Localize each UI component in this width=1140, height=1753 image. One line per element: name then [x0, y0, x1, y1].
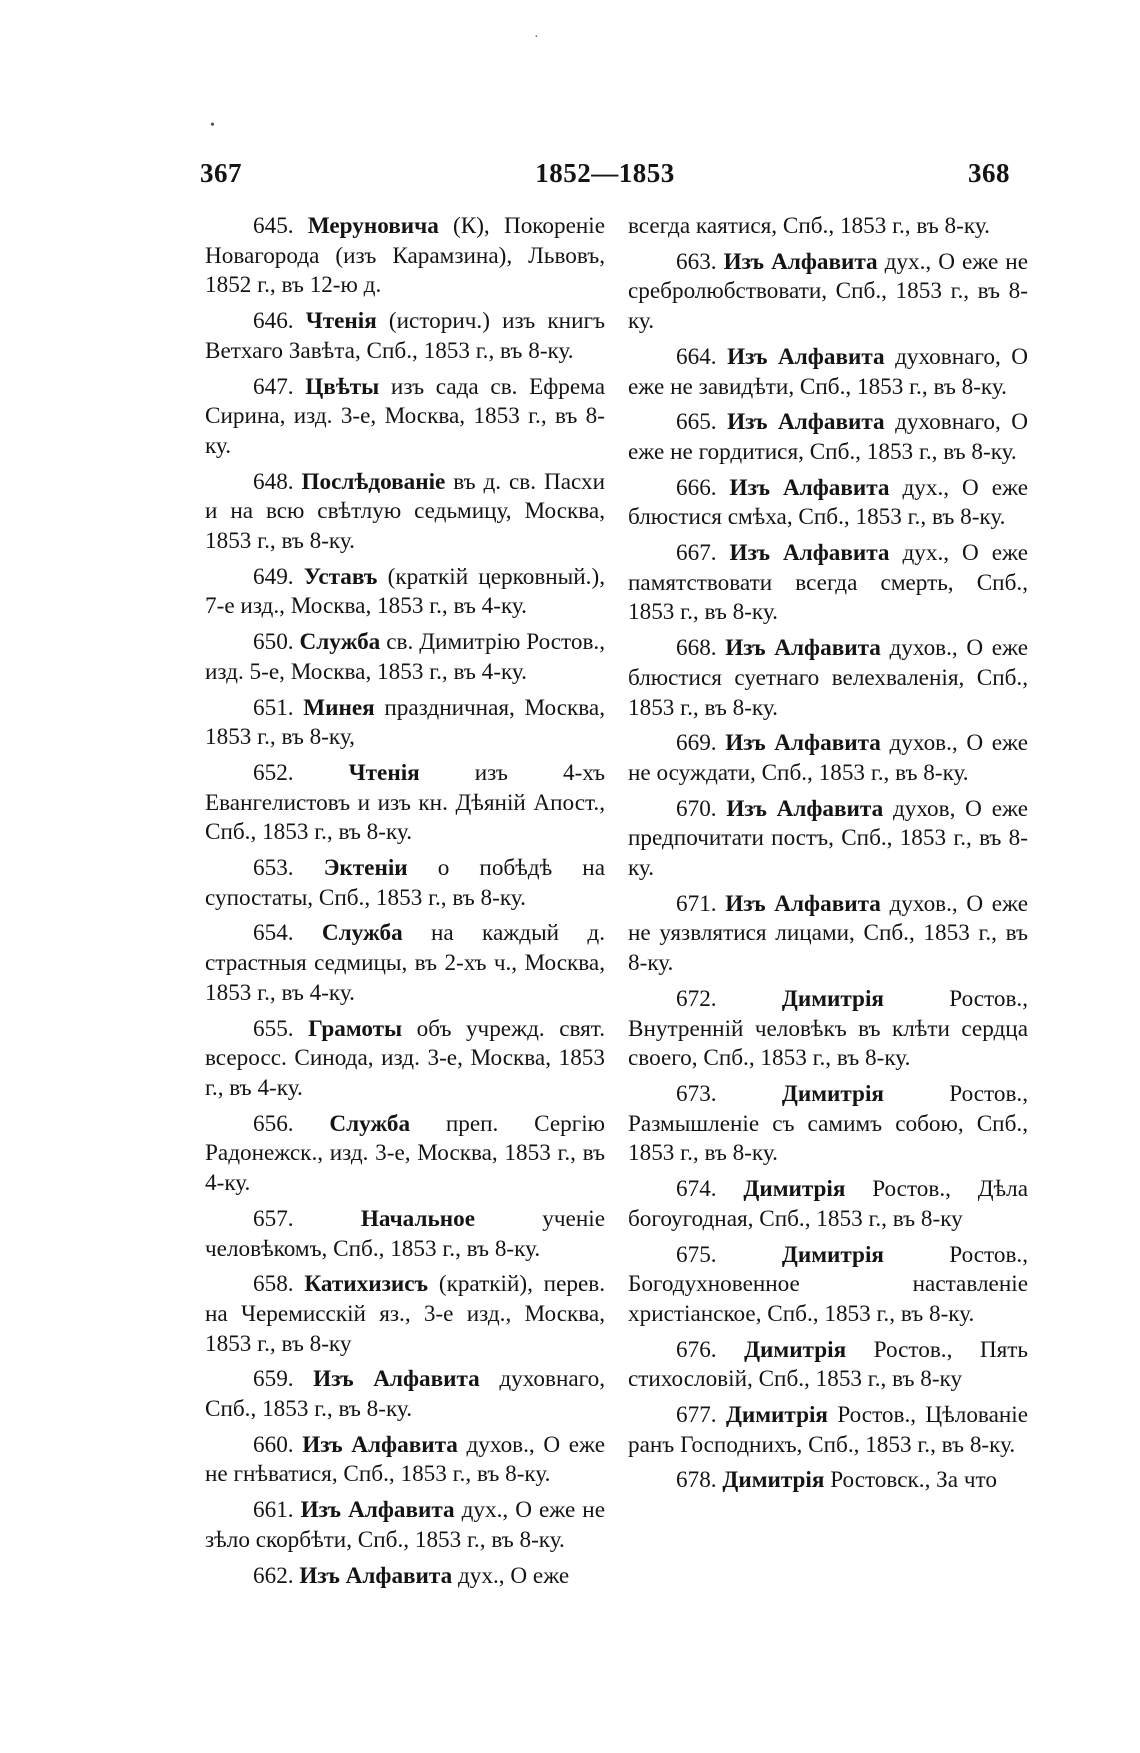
entry-text: о побѣдѣ на супостаты, Спб., 1853 г., въ 8-ку.	[205, 855, 606, 911]
entry-title: Служба	[299, 629, 381, 656]
entry-number: 668.	[676, 635, 717, 662]
entry-title: Димитрія	[743, 1176, 846, 1203]
entry-text: дух., О еже памятствовати всегда смерть, Спб., 1853 г., въ 8-ку.	[628, 540, 1028, 626]
catalog-entry	[205, 1562, 605, 1592]
entry-number: 645.	[253, 213, 294, 239]
entry-title: Катихизисъ	[304, 1271, 429, 1298]
page-header	[200, 158, 1010, 198]
entry-number: 667.	[676, 540, 717, 567]
catalog-entry	[628, 985, 1028, 1074]
catalog-entry	[205, 1270, 605, 1359]
entry-title: Изъ Алфавита	[723, 248, 878, 275]
entry-text: (К), Покореніе Новагорода (изъ Карамзина), Львовъ, 1852 г., въ 12-ю д.	[205, 213, 605, 299]
entry-number: 665.	[676, 409, 717, 436]
entry-text: (историч.) изъ книгъ Ветхаго Завѣта, Спб., 1853 г., въ 8-ку.	[205, 308, 605, 364]
catalog-entry	[205, 1365, 605, 1424]
catalog-entry	[628, 1336, 1028, 1395]
catalog-entry	[205, 563, 605, 622]
entry-title: Начальное	[360, 1205, 475, 1232]
entry-number: 674.	[676, 1176, 717, 1203]
catalog-entry	[628, 343, 1028, 402]
catalog-entry	[205, 212, 605, 301]
entry-number: 662.	[253, 1562, 294, 1589]
left-page-number: 367	[200, 158, 242, 188]
entry-number: 659.	[253, 1366, 294, 1393]
right-page-number: 368	[968, 158, 1010, 188]
entry-text: духовнаго, Спб., 1853 г., въ 8-ку.	[205, 1366, 605, 1423]
entry-title: Цвѣты	[305, 373, 380, 400]
entry-number: 664.	[676, 343, 717, 370]
catalog-entry	[205, 694, 605, 753]
entry-text: духов., О еже блюстися суетнаго велехваленія, Спб., 1853 г., въ 8-ку.	[628, 635, 1028, 721]
entry-title: Послѣдованіе	[301, 468, 446, 495]
entry-text: духовнаго, О еже не завидѣти, Спб., 1853 г., въ 8-ку.	[628, 343, 1028, 400]
catalog-entry	[628, 248, 1028, 337]
entry-text: на каждый д. страстныя седмицы, въ 2-хъ ч., Москва, 1853 г., въ 4-ку.	[205, 920, 605, 1006]
entry-title: Изъ Алфавита	[726, 795, 884, 822]
entry-text: всегда каятися, Спб., 1853 г., въ 8-ку.	[628, 213, 990, 239]
entry-text: (краткій церковный.), 7-е изд., Москва, 1853 г., въ 4-ку.	[205, 563, 605, 620]
running-head-years: 1852—1853	[535, 158, 675, 188]
catalog-entry	[628, 1466, 1028, 1496]
entry-title: Димитрія	[744, 1336, 847, 1363]
entry-title: Изъ Алфавита	[729, 474, 890, 501]
entry-title: Изъ Алфавита	[302, 1431, 458, 1458]
entry-text: преп. Сергію Радонежск., изд. 3-е, Москва, 1853 г., въ 4-ку.	[205, 1110, 605, 1197]
entry-title: Уставъ	[303, 563, 378, 590]
left-column	[205, 212, 605, 1597]
entry-number: 648.	[253, 468, 294, 495]
catalog-entry	[205, 373, 605, 462]
entry-number: 656.	[253, 1110, 294, 1137]
entry-number: 647.	[253, 373, 294, 400]
entry-title: Грамоты	[308, 1015, 403, 1042]
entry-number: 653.	[253, 855, 294, 882]
entry-number: 655.	[253, 1015, 294, 1042]
entry-number: 650.	[253, 629, 294, 656]
entry-title: Димитрія	[722, 1467, 825, 1494]
catalog-entry	[628, 1080, 1028, 1169]
entry-number: 677.	[676, 1402, 717, 1429]
catalog-entry	[205, 628, 605, 687]
entry-title: Изъ Алфавита	[725, 635, 881, 662]
catalog-entry	[628, 408, 1028, 467]
entry-text: дух., О еже не сребролюбствовати, Спб., 1853 г., въ 8-ку.	[628, 248, 1028, 335]
entry-number: 649.	[253, 563, 294, 590]
entry-title: Служба	[321, 920, 403, 947]
catalog-entry	[205, 854, 605, 913]
print-speck: ·	[534, 30, 539, 45]
entry-number: 672.	[676, 985, 717, 1012]
catalog-entry	[205, 307, 605, 366]
catalog-entry	[628, 1175, 1028, 1234]
right-column	[628, 212, 1028, 1502]
entry-text: св. Димитрію Ростов., изд. 5-е, Москва, 1853 г., въ 4-ку.	[205, 629, 605, 685]
entry-text: Ростов., Размышленіе съ самимъ собою, Спб., 1853 г., въ 8-ку.	[628, 1080, 1029, 1167]
entry-text: ученіе человѣкомъ, Спб., 1853 г., въ 8-ку.	[205, 1205, 605, 1262]
entry-text: изъ 4-хъ Евангелистовъ и изъ кн. Дѣяній Апост., Спб., 1853 г., въ 8-ку.	[205, 759, 605, 846]
catalog-entry	[205, 1015, 605, 1104]
entry-text: (краткій), перев. на Черемисскій яз., 3-е изд., Москва, 1853 г., въ 8-ку	[205, 1271, 605, 1357]
catalog-entry	[205, 1431, 605, 1490]
entry-text: Ростов., Пять стихословій, Спб., 1853 г., въ 8-ку	[628, 1336, 1028, 1393]
catalog-entry	[628, 539, 1028, 628]
catalog-entry	[205, 1205, 605, 1264]
catalog-entry	[628, 795, 1028, 884]
entry-title: Изъ Алфавита	[313, 1366, 480, 1393]
catalog-entry	[205, 759, 605, 848]
entry-title: Изъ Алфавита	[725, 730, 881, 757]
entry-title: Изъ Алфавита	[729, 540, 890, 567]
entry-text: духов, О еже предпочитати постъ, Спб., 1853 г., въ 8-ку.	[628, 795, 1028, 882]
entry-title: Меруновича	[307, 213, 439, 239]
entry-text: праздничная, Москва, 1853 г., въ 8-ку,	[205, 694, 606, 751]
entry-number: 658.	[253, 1271, 294, 1298]
entry-text: Ростов., Внутренній человѣкъ въ клѣти сердца своего, Спб., 1853 г., въ 8-ку.	[628, 985, 1029, 1072]
catalog-entry	[205, 1110, 605, 1199]
catalog-entry	[628, 890, 1028, 979]
entry-text: изъ сада св. Ефрема Сирина, изд. 3-е, Москва, 1853 г., въ 8-ку.	[205, 373, 605, 459]
entry-number: 678.	[676, 1467, 717, 1494]
entry-text: въ д. св. Пасхи и на всю свѣтлую седьмицу, Москва, 1853 г., въ 8-ку.	[205, 468, 605, 555]
catalog-entry	[205, 919, 605, 1008]
entry-text: объ учрежд. свят. всеросс. Синода, изд. 3-е, Москва, 1853 г., въ 4-ку.	[205, 1015, 605, 1101]
entry-title: Димитрія	[781, 1080, 884, 1107]
entry-number: 657.	[253, 1205, 294, 1232]
entry-text: Ростовск., За что	[824, 1467, 997, 1494]
entry-number: 663.	[676, 248, 717, 275]
entry-text: Ростов., Богодухновенное наставленіе христіанское, Спб., 1853 г., въ 8-ку.	[628, 1241, 1029, 1327]
entry-title: Димитрія	[781, 1241, 884, 1268]
entry-number: 652.	[253, 759, 294, 786]
entry-title: Чтенія	[305, 308, 377, 335]
catalog-entry	[628, 1401, 1028, 1460]
entry-title: Минея	[303, 694, 375, 721]
entry-title: Изъ Алфавита	[727, 343, 885, 370]
catalog-entry	[205, 468, 605, 557]
entry-title: Чтенія	[348, 759, 420, 786]
entry-text: Ростов., Цѣлованіе ранъ Господнихъ, Спб., 1853 г., въ 8-ку.	[628, 1402, 1028, 1458]
entry-text: дух., О еже не зѣло скорбѣти, Спб., 1853 г., въ 8-ку.	[205, 1497, 605, 1553]
print-speck: •	[210, 118, 215, 133]
entry-number: 671.	[676, 890, 717, 917]
entry-title: Димитрія	[781, 985, 884, 1012]
catalog-entry	[628, 1241, 1028, 1330]
catalog-entry	[628, 729, 1028, 788]
catalog-entry	[205, 1496, 605, 1555]
catalog-entry	[628, 212, 1028, 242]
entry-number: 670.	[676, 795, 717, 822]
entry-number: 654.	[253, 920, 294, 947]
entry-number: 660.	[253, 1431, 294, 1458]
entry-number: 646.	[253, 308, 294, 335]
entry-text: дух., О еже блюстися смѣха, Спб., 1853 г., въ 8-ку.	[628, 474, 1028, 531]
entry-number: 675.	[676, 1241, 717, 1268]
entry-title: Димитрія	[725, 1402, 828, 1429]
entry-title: Эктеніи	[323, 855, 408, 882]
catalog-entry	[628, 474, 1028, 533]
entry-text: Ростов., Дѣла богоугодная, Спб., 1853 г., въ 8-ку	[628, 1176, 1029, 1232]
catalog-entry	[628, 634, 1028, 723]
entry-title: Изъ Алфавита	[299, 1562, 453, 1589]
entry-number: 669.	[676, 730, 717, 757]
entry-title: Изъ Алфавита	[727, 409, 885, 436]
entry-number: 673.	[676, 1080, 717, 1107]
entry-number: 651.	[253, 694, 294, 721]
entry-text: дух., О еже	[452, 1562, 570, 1589]
entry-title: Изъ Алфавита	[300, 1497, 455, 1524]
entry-text: духов., О еже не осуждати, Спб., 1853 г., въ 8-ку.	[628, 730, 1028, 786]
entry-title: Изъ Алфавита	[725, 890, 881, 917]
entry-text: духовнаго, О еже не гордитися, Спб., 1853 г., въ 8-ку.	[628, 409, 1028, 465]
entry-text: духов., О еже не уязвлятися лицами, Спб., 1853 г., въ 8-ку.	[628, 890, 1028, 977]
entry-number: 676.	[676, 1336, 717, 1363]
entry-text: духов., О еже не гнѣватися, Спб., 1853 г., въ 8-ку.	[205, 1431, 605, 1488]
entry-title: Служба	[329, 1110, 411, 1137]
entry-number: 666.	[676, 474, 717, 501]
entry-number: 661.	[253, 1497, 294, 1524]
